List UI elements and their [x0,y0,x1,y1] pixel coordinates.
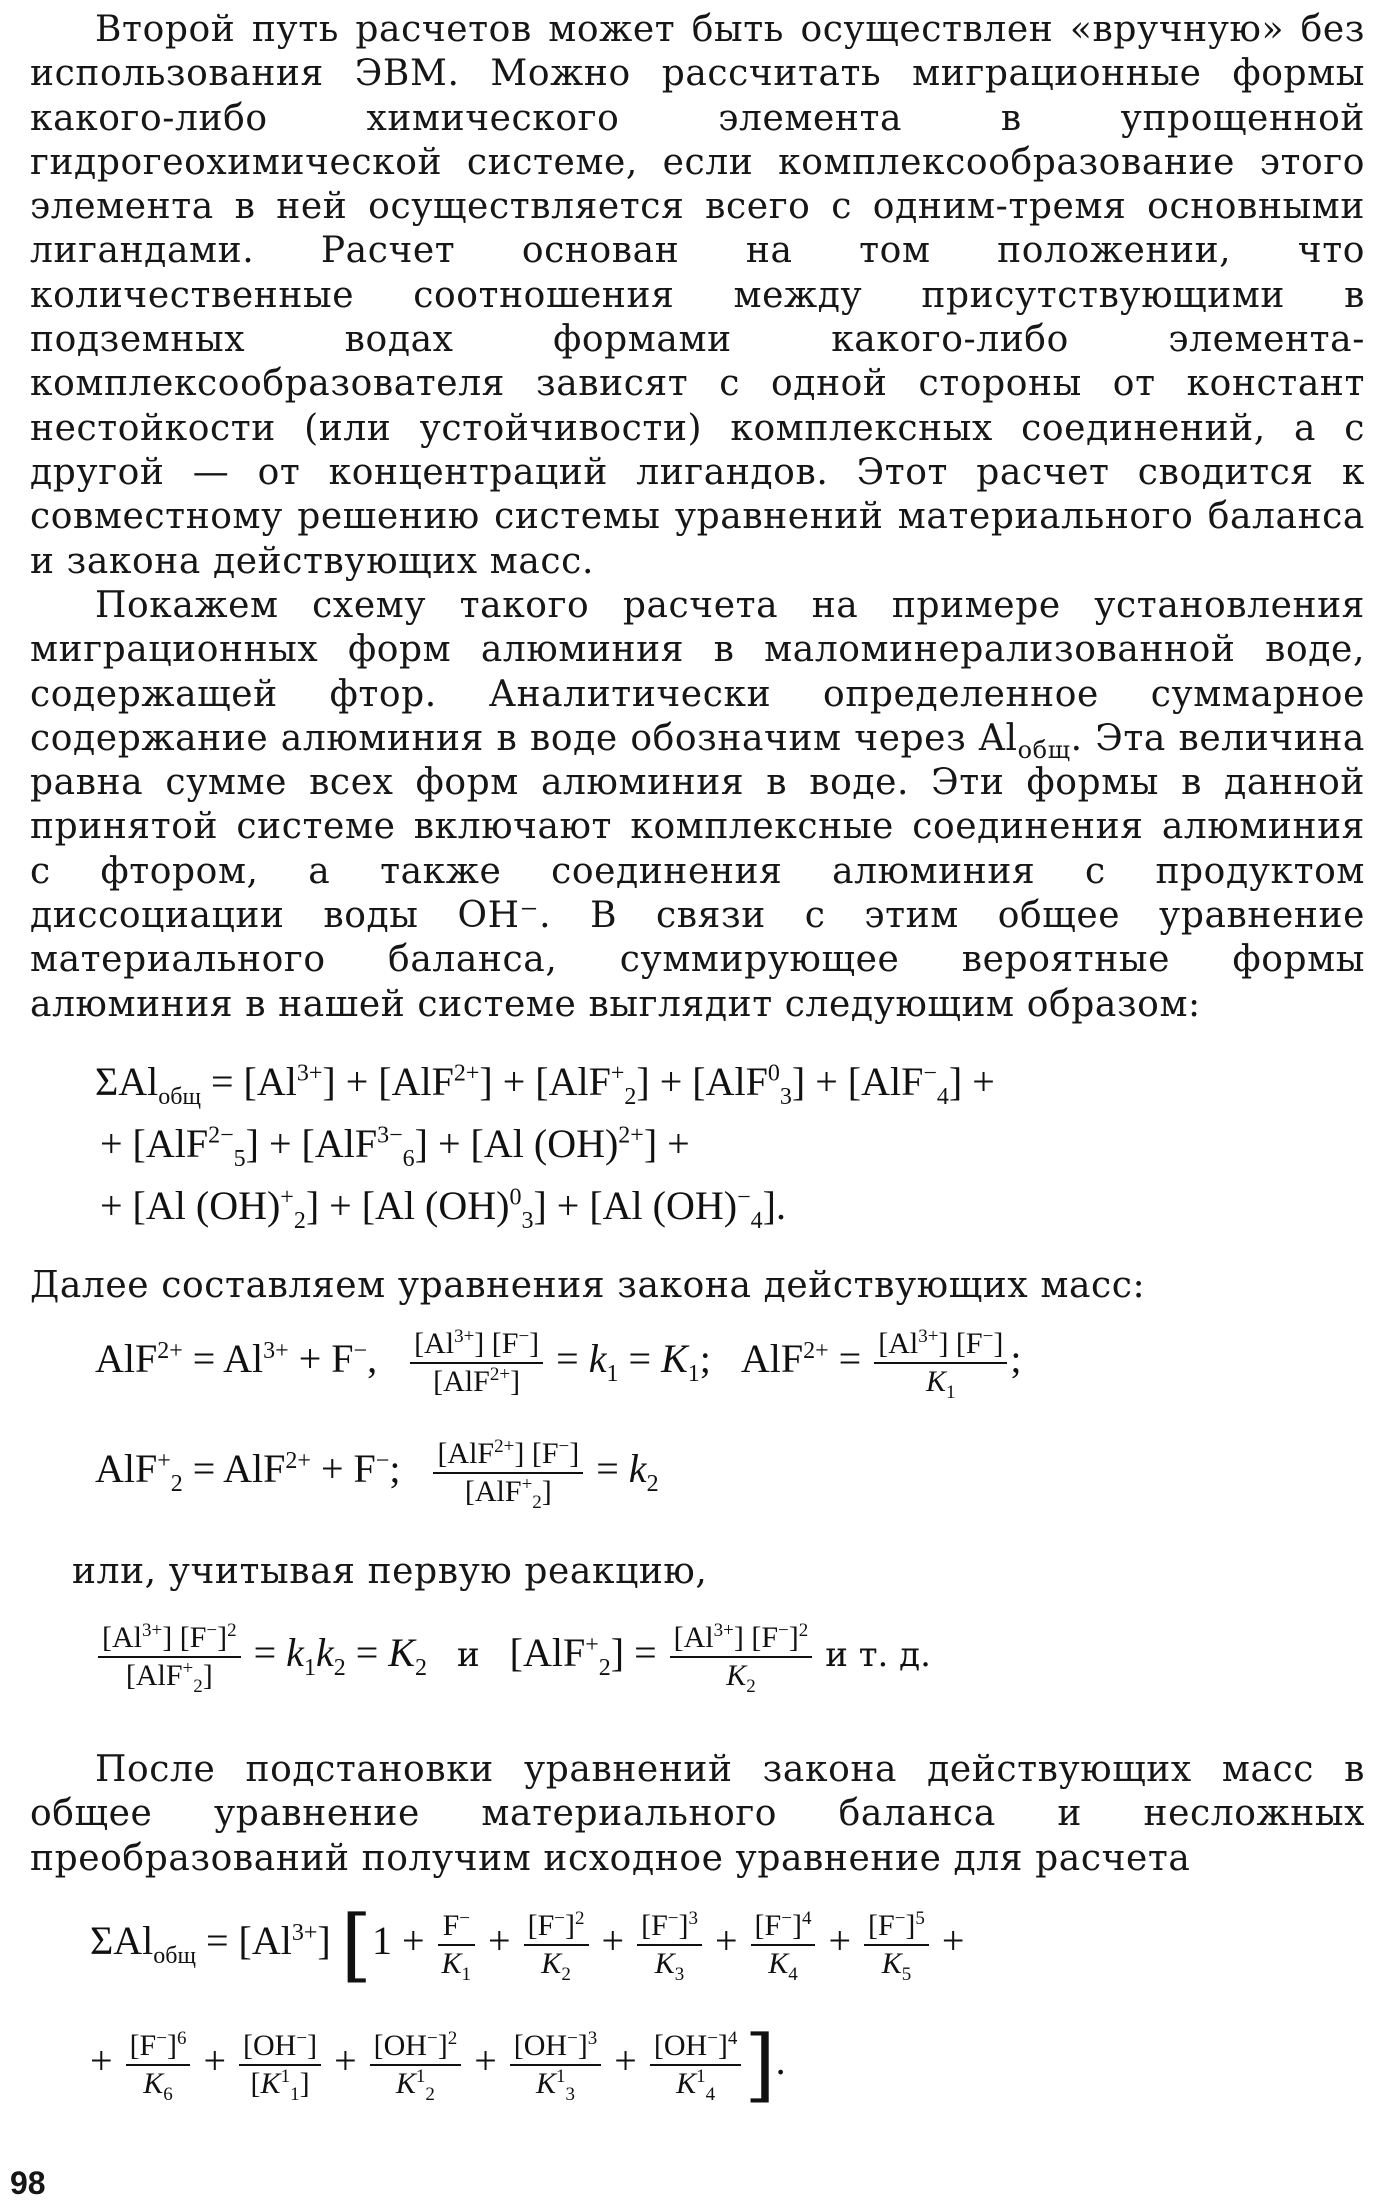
final-eq-line-1: $\Sigma Al_{общ} = [Al^{3+}] [1$ + $\frac{F^-}{K_1}$ + $\frac{[F^-]^2}{K_2}$ + $\frac{[F^-]^3}{K_3}$ + $\frac{[F^-]^4}{K_4}$ + $\frac{[F^-]^5}{K_5}$ + [90,1898,965,1991]
paragraph-4: или, учитывая первую реакцию, [72,1551,708,1592]
frac-oh3: $\frac{[OH^-]^3}{K^1_3}$ [510,2028,602,2102]
frac-f2: $\frac{[F^-]^2}{K_2}$ [524,1908,589,1982]
etc-word: и т. д. [825,1635,931,1676]
frac-f5: $\frac{[F^-]^5}{K_5}$ [864,1908,929,1982]
paragraph-1: Второй путь расчетов может быть осуществлен «вручную» без использования ЭВМ. Можно рассчитать миграционные формы какого-либо химического элемента в упрощенной гидрогеохимической системе, если комплексообразование этого элемента в ней осуществляется всего с одним-тремя основными лигандами. Расчет основан на том положении, что количественные соотношения между присутствующими в подземных водах формами какого-либо элемента-комплексообразователя зависят с одной стороны от констант нестойкости (или устойчивости) комплексных соединений, а с другой — от концентраций лигандов. Этот расчет сводится к совместному решению системы уравнений материального баланса и закона действующих масс. [30,9,1365,582]
frac-f1: $\frac{F^-}{K_1}$ [438,1908,476,1982]
frac-oh2: $\frac{[OH^-]^2}{K^1_2}$ [370,2028,462,2102]
page-number: 98 [10,2165,46,2201]
paragraph-5: После подстановки уравнений закона действующих масс в общее уравнение материального баланса и несложных преобразований получим исходное уравнение для расчета [30,1749,1365,1879]
mass-action-eq-1: $AlF^{2+} = Al^{3+} + F^-$, $\frac{[Al^{3+}] [F^-]}{[AlF^{2+}]}$ = $k_1 = K_1$; AlF$^{2+}$ = $\frac{[Al^{3+}] [F^-]}{K_1}$ ; [95,1326,1022,1403]
frac-oh1: $\frac{[OH^-]}{[K^1_1]}$ [239,2028,321,2102]
fraction-k1: $\frac{[Al^{3+}] [F^-]}{[AlF^{2+}]}$ [410,1326,543,1400]
and-word: и [456,1635,480,1676]
mass-action-eq-3: $\frac{[Al^{3+}] [F^-]^2}{[AlF^+_2]}$ = $k_1k_2 = K_2$ и [AlF+$_2$] = $\frac{[Al^{3+}] [F^-]^2}{K_2}$ и т. д. [95,1620,931,1694]
paragraph-2-text-a: Покажем схему такого расчета на примере установления миграционных форм алюминия в маломинерализованной воде, содержащей фтор. Аналитически определенное суммарное содержание алюминия в воде обозначим через Al [30,585,1365,759]
material-balance-eq-line-3: + [Al $(OH)^+_2] + [Al$ (OH)$^0_3$] + [Al $(OH)^-_4$]. [100,1183,786,1234]
paragraph-2 [30,584,1365,1027]
frac-f3: $\frac{[F^-]^3}{K_3}$ [637,1908,702,1982]
mass-action-eq-2: AlF+$_2$ = AlF$^{2+}$ + F−; $\frac{[AlF^{2+}] [F^-]}{[AlF^+_2]}$ = $k_2$ [95,1436,659,1513]
fraction-alf2: $\frac{[Al^{3+}] [F^-]}{K_1}$ [874,1326,1007,1400]
fraction-k2: $\frac{[AlF^{2+}] [F^-]}{[AlF^+_2]}$ [433,1436,583,1510]
frac-oh4: $\frac{[OH^-]^4}{K^1_4}$ [650,2028,742,2102]
paragraph-3: Далее составляем уравнения закона действующих масс: [30,1265,1146,1306]
frac-f4: $\frac{[F^-]^4}{K_4}$ [751,1908,816,1982]
frac-f6: $\frac{[F^-]^6}{K_6}$ [126,2028,191,2102]
paragraph-2-text-b: . Эта величина равна сумме всех форм алюминия в воде. Эти формы в данной принятой системе включают комплексные соединения алюминия с фтором, а также соединения алюминия с продуктом диссоциации воды OH⁻. В связи с этим общее уравнение материального баланса, суммирующее вероятные формы алюминия в нашей системе выглядит следующим образом: [30,717,1365,1025]
fraction-alf2-plus: $\frac{[Al^{3+}] [F^-]^2}{K_2}$ [670,1620,813,1694]
material-balance-eq-line-1: $\Sigma Al_{общ} = [Al^{3+}] + [AlF^{2+}] + [AlF^+_2] + [AlF^0_3] + [AlF^-_4]$ + [95,1059,995,1110]
paragraph-2-subscript: общ [1017,736,1071,765]
material-balance-eq-line-2: + [AlF$^{2-}_5$] + [AlF$^{3-}_6$] + [Al (OH)$^{2+}$] + [100,1121,690,1172]
fraction-K2: $\frac{[Al^{3+}] [F^-]^2}{[AlF^+_2]}$ [98,1620,241,1694]
final-eq-line-2: + $\frac{[F^-]^6}{K_6}$ + $\frac{[OH^-]}{[K^1_1]}$ + $\frac{[OH^-]^2}{K^1_2}$ + $\frac{[OH^-]^3}{K^1_3}$ + $\frac{[OH^-]^4}{K^1_4}$ ]. [90,2018,786,2111]
